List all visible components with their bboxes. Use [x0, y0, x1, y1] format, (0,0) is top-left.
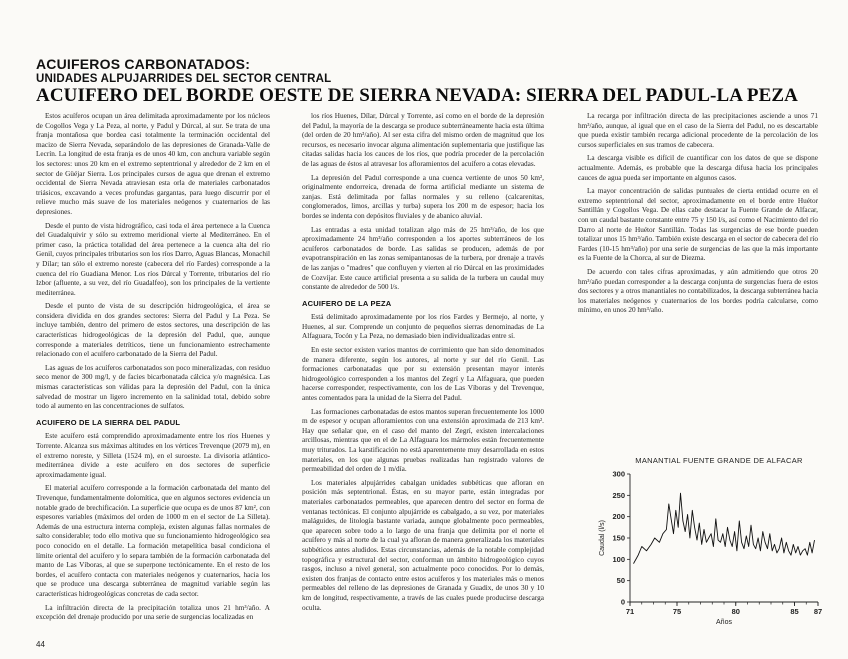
- paragraph: La descarga visible es difícil de cuantificar con los datos de que se dispone actualmente. Además, es probable que la descarga difusa hacia los principales cauces de agua pueda ser importante en algunos casos.: [578, 154, 818, 182]
- series-line-caudal: [634, 493, 815, 563]
- y-tick-label: 0: [620, 597, 625, 607]
- y-tick-label: 100: [612, 554, 625, 564]
- section-heading-padul: ACUIFERO DE LA SIERRA DEL PADUL: [36, 417, 181, 427]
- page-title: ACUIFERO DEL BORDE OESTE DE SIERRA NEVADA: SIERRA DEL PADUL-LA PEZA: [36, 85, 798, 106]
- y-tick-label: 300: [612, 469, 625, 479]
- x-tick-label: 80: [731, 607, 740, 616]
- chart-title: MANANTIAL FUENTE GRANDE DE ALFACAR: [635, 456, 803, 465]
- y-tick-label: 150: [612, 533, 625, 543]
- kicker-line-2: UNIDADES ALPUJARRIDES DEL SECTOR CENTRAL: [36, 73, 332, 85]
- discharge-chart: [596, 468, 828, 628]
- paragraph: Las entradas a esta unidad totalizan algo más de 25 hm³/año, de los que aproximadamente 24 hm³/año corresponden a los aportes subterráneos de los acuíferos carbonatados de borde. Las salidas se producen, además de por evapotranspiración en las zonas semipantanosas de la turbera, por drenaje a través de las zanjas o "madres" que confluyen y vierten al río Dúrcal en las proximidades de Cozvíjar. Este cauce artificial presenta a su salida de la turbera un caudal muy constante de alrededor de 500 l/s.: [302, 225, 544, 292]
- x-axis-label: Años: [716, 619, 732, 626]
- page-number: 44: [36, 640, 45, 649]
- x-tick-label: 75: [672, 607, 682, 616]
- paragraph: Desde el punto de vista de su descripción hidrogeológica, el área se considera dividida en dos grandes sectores: Sierra del Padul y La Peza. Se incluye también, dentro del primero de estos sectores, una descripción de las características hidrogeológicas de la depresión del Padul, que, aunque corresponde a materiales detríticos, tiene un funcionamiento estrechamente relacionado con el acuífero carbonatado de la Sierra del Padul.: [36, 302, 270, 359]
- paragraph: Los materiales alpujárrides cabalgan unidades subbéticas que afloran en posición más septentrional. Éstas, en su mayor parte, están integradas por materiales carbonatados permeables, que aparecen dentro del sector en forma de ventanas tectónicas. El conjunto alpujárride es cabalgado, a su vez, por materiales maláguides, de litología bastante variada, aunque globalmente poco permeables, que aparecen sobre todo a lo largo de una franja que delimita por el norte el acuífero y más al norte de la cual ya afloran de manera generalizada los materiales subbéticos antes aludidos. Estas circunstancias, además de la notable complejidad topográfica y estructural del sector, conforman un ámbito hidrogeológico cuyos rasgos, incluso a nivel general, son actualmente poco conocidos. Por lo demás, existen dos franjas de contacto entre estos acuíferos y los materiales más o menos permeables del relleno de las depresiones de Granada y Guadix, de unos 30 y 10 km de longitud, respectivamente, a través de las cuales puede producirse descarga oculta.: [302, 478, 544, 612]
- section-kicker: [36, 56, 596, 86]
- paragraph: Desde el punto de vista hidrográfico, casi toda el área pertenece a la Cuenca del Guadalquivir y sólo su extremo meridional vierte al Mediterráneo. En el primer caso, la práctica totalidad del área pertenece a la cuenca alta del río Genil, cuyos principales tributarios son los ríos Darro, Aguas Blancas, Monachil y Dílar; tan sólo el extremo noreste (cabecera del río Fardes) corresponde a la cuenca del río Guadiana Menor. Los ríos Dúrcal y Torrente, tributarios del río Izbor (afluente, a su vez, del río Guadalfeo), son los principales de la vertiente mediterránea.: [36, 221, 270, 297]
- paragraph: Las formaciones carbonatadas de estos mantos superan frecuentemente los 1000 m de espesor y ocupan afloramientos con una extensión aproximada de 213 km². Hay que señalar que, en el caso del manto del Zegrí, existen intercalaciones arcillosas, mientras que en el de La Alfaguara los mármoles están frecuentemente muy triturados. La karstificación no está aparentemente muy desarrollada en estos materiales, en los que algunas pruebas realizadas han registrado valores de permeabilidad del orden de 1 m/día.: [302, 407, 544, 474]
- paragraph: En este sector existen varios mantos de corrimiento que han sido denominados de manera diferente, según los autores, al norte y sur del río Genil. Las formaciones carbonatadas que por su extensión presentan mayor interés hidrogeológico corresponden a los mantos del Zegrí y La Alfaguara, que pueden hacerse corresponder, respectivamente, con los de Las Víboras y del Trevenque, antes comentados para la unidad de la Sierra del Padul.: [302, 346, 544, 403]
- paragraph: Está delimitado aproximadamente por los ríos Fardes y Bermejo, al norte, y Huenes, al sur. Comprende un conjunto de pequeños sierras denominadas de La Alfaguara, Tocón y La Peza, no demasiado bien individualizadas entre sí.: [302, 313, 544, 341]
- y-axis-label: Caudal (l/s): [599, 520, 606, 556]
- paragraph: los ríos Huenes, Dílar, Dúrcal y Torrente, así como en el borde de la depresión del Padul, la mayoría de la descarga se produce subterráneamente hacia esta última (del orden de 20 hm³/año). Al ser esta cifra del mismo orden de magnitud que los recursos, es necesario invocar alguna alimentación suplementaria que justifique las citadas salidas hacia los cauces de los ríos, que podría proceder de la percolación de las aguas de éstos al atravesar los afloramientos del acuífero a cotas elevadas.: [302, 112, 544, 168]
- y-tick-label: 200: [612, 512, 625, 522]
- paragraph: El material acuífero corresponde a la formación carbonatada del manto del Trevenque, fundamentalmente dolomítica, que en algunos sectores evidencia un notable grado de brechificación. La superficie que ocupa es de unos 87 km², con espesores variables (máximos del orden de 1000 m en el sector de La Silleta). Además de una estructura interna compleja, existen algunas fallas normales de salto considerable; todo ello motiva que su funcionamiento hidrogeológico sea poco conocido en el detalle. La formación metapelítica basal condiciona el límite oriental del acuífero y lo separa también de la formación carbonatada del manto de Las Víboras, al que se superpone tectónicamente. En el resto de los bordes, el acuífero contacta con materiales neógenos y cuaternarios, hacia los que se produce una descarga subterránea de magnitud variable según las características hidrogeológicas concretas de cada sector.: [36, 484, 270, 598]
- y-tick-label: 50: [616, 576, 625, 586]
- paragraph: Estos acuíferos ocupan un área delimitada aproximadamente por los núcleos de Cogollos Vega y La Peza, al norte, y Padul y Dúrcal, al sur. Se trata de una franja montañosa que bordea casi totalmente la terminación occidental del macizo de Sierra Nevada, separándolo de las depresiones de Granada-Valle de Lecrín. La longitud de esta franja es de unos 40 km, con anchura variable según los sectores: unos 20 km en el extremo septentrional y alrededor de 2 km en el sector de Güéjar Sierra. Los principales cursos de agua que drenan el extremo occidental de Sierra Nevada atraviesan esta orla de materiales carbonatados triásicos, excavando a veces profundas gargantas, para luego discurrir por el relieve mucho más suave de los materiales neógenos y cuaternarios de las depresiones.: [36, 112, 270, 216]
- paragraph: De acuerdo con tales cifras aproximadas, y aún admitiendo que otros 20 hm³/año puedan corresponder a la descarga conjunta de surgencias fuera de estos dos sectores y a otros manantiales no contabilizados, la descarga subterránea hacia los materiales neógenos y cuaternarios de los bordes podría calcularse, como mínimo, en unos 20 hm³/año.: [578, 267, 818, 315]
- x-tick-label: 71: [625, 607, 635, 616]
- paragraph: La recarga por infiltración directa de las precipitaciones asciende a unos 71 hm³/año, aunque, al igual que en el caso de la Sierra del Padul, no es descartable que pueda existir también recarga adicional procedente de la percolación de los cursos superficiales en sus tramos de cabecera.: [578, 112, 818, 149]
- x-tick-label: 87: [813, 607, 823, 616]
- paragraph: La infiltración directa de la precipitación totaliza unos 21 hm³/año. A excepción del drenaje producido por una serie de surgencias localizadas en: [36, 603, 270, 622]
- text-column-1: [36, 112, 270, 627]
- paragraph: Este acuífero está comprendido aproximadamente entre los ríos Huenes y Torrente. Alcanza sus máximas altitudes en los vértices Trevenque (2079 m), en el extremo noreste, y Silleta (1524 m), en el suroeste. La divisoria atlántico-mediterránea divide a este acuífero en dos sectores de superficie aproximadamente igual.: [36, 432, 270, 479]
- section-heading-peza: ACUIFERO DE LA PEZA: [302, 298, 392, 308]
- paragraph: La mayor concentración de salidas puntuales de cierta entidad ocurre en el extremo septentrional del sector, aproximadamente en el borde entre Huétor Santillán y Cogollos Vega. De ellas cabe destacar la Fuente Grande de Alfacar, con un caudal bastante constante entre 75 y 150 l/s, así como el Nacimiento del río Darro al norte de Huétor Santillán. Todas las surgencias de ese borde pueden totalizar unos 15 hm³/año. También existe descarga en el sector de cabecera del río Fardes (10-15 hm³/año) por una serie de surgencias de las que la más importante es la Fuente de la Chorca, al sur de Diezma.: [578, 187, 818, 263]
- paragraph: La depresión del Padul corresponde a una cuenca vertiente de unos 50 km², originalmente endorreica, drenada de forma artificial mediante un sistema de zanjas. Está delimitada por fallas normales y su relleno (calcarenitas, conglomerados, limos, arcillas y turba) supera los 200 m de espesor; hacia los bordes se indenta con depósitos fluviales y de abanico aluvial.: [302, 173, 544, 220]
- text-column-2: [302, 112, 544, 617]
- paragraph: Las aguas de los acuíferos carbonatados son poco mineralizadas, con residuo seco menor de 300 mg/l, y de facies bicarbonatada cálcica y/o magnésica. Las mismas características son válidas para la depresión del Padul, con la única salvedad de mostrar un ligero incremento en la salinidad total, debido sobre todo al aumento en las concentraciones de sulfatos.: [36, 363, 270, 411]
- y-tick-label: 250: [612, 490, 625, 500]
- x-tick-label: 85: [790, 607, 799, 616]
- text-column-3: [578, 112, 818, 320]
- kicker-line-1: ACUIFEROS CARBONATADOS:: [36, 56, 251, 72]
